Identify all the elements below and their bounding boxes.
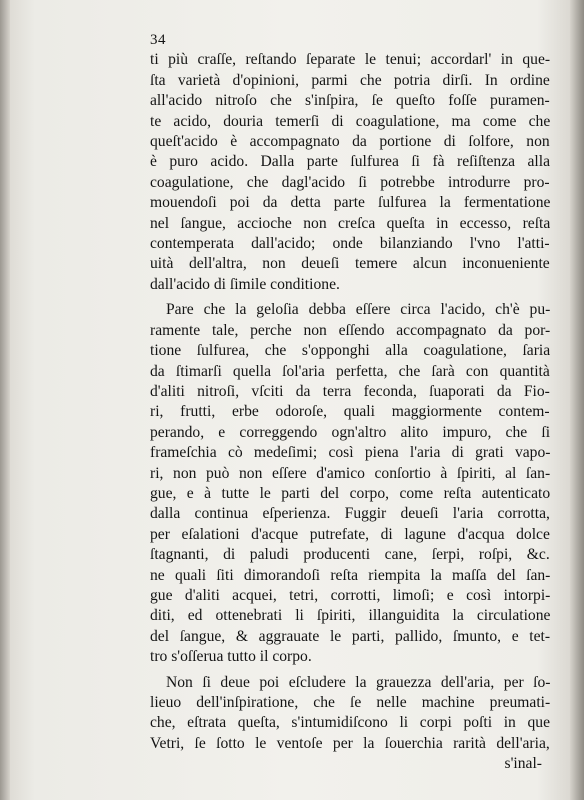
text-line: è puro acido. Dalla parte ſulfurea ſi fà reſiſtenza alla [150, 153, 550, 171]
text-line: del ſangue, & aggrauate le parti, pallido, ſmunto, e tet- [150, 627, 550, 645]
text-line: ſta varietà d'opinioni, parmi che potria dirſi. In ordine [150, 71, 550, 89]
right-page-edge [570, 0, 584, 800]
text-line: d'aliti nitroſi, vſciti da terra feconda, ſuaporati da Fio- [150, 382, 550, 400]
text-line: Vetri, ſe ſotto le ventoſe per la ſouerchia rarità dell'aria, [150, 734, 550, 752]
text-line: ne quali ſiti dimorandoſi reſta riempita la maſſa del ſan- [150, 566, 550, 584]
text-line: queſt'acido è accompagnato da portione di ſolfore, non [150, 133, 550, 151]
paragraph [150, 673, 550, 755]
text-line: coagulatione, che dagl'acido ſi potrebbe introdurre pro- [150, 173, 550, 191]
text-line: tione ſulfurea, che s'opponghi alla coagulatione, ſaria [150, 342, 550, 360]
paragraphs [150, 50, 550, 754]
text-line: tro s'oſſerua tutto il corpo. [150, 648, 312, 666]
text-line: Non ſi deue poi eſcludere la grauezza dell'aria, per ſo- [166, 673, 551, 691]
text-line: Pare che la geloſia debba eſſere circa l'acido, ch'è pu- [166, 301, 551, 319]
text-line: perando, e correggendo ogn'altro alito impuro, che ſi [150, 423, 550, 441]
text-line: uità dell'altra, non deueſi temere alcun inconueniente [150, 255, 550, 273]
text-line: te acido, douria temerſi di coagulatione, ma come che [150, 112, 550, 130]
text-line: che, eſtrata queſta, s'intumidiſcono li corpi poſti in que [150, 714, 550, 732]
paragraph [150, 300, 550, 667]
text-line: ſtagnanti, di paludi producenti cane, ſerpi, roſpi, &c. [150, 546, 550, 564]
text-line: ri, frutti, erbe odoroſe, quali maggiormente contem- [150, 403, 550, 421]
paragraph [150, 50, 550, 295]
text-line: nel ſangue, accioche non creſca queſta in eccesso, reſta [150, 214, 550, 232]
text-line: dalla continua eſperienza. Fuggir deueſi l'aria corrotta, [150, 505, 550, 523]
text-line: dall'acido di ſimile conditione. [150, 275, 340, 293]
text-line: contemperata dall'acido; onde bilanziando l'vno l'atti- [150, 235, 550, 253]
left-page-edge [0, 0, 10, 800]
text-line: ri, non può non eſſere d'amico conſortio à ſpiriti, al ſan- [150, 464, 550, 482]
text-line: diti, ed ottenebrati li ſpiriti, illanguidita la circulatione [150, 607, 550, 625]
text-line: ramente tale, perche non eſſendo accompagnato da por- [150, 321, 550, 339]
text-line: da ſtimarſi quella ſol'aria perfetta, che ſarà con quantità [150, 362, 550, 380]
text-block [150, 30, 550, 775]
text-line: gue, e à tutte le parti del corpo, come reſta autenticato [150, 484, 550, 502]
text-line: lieuo dell'inſpiratione, che ſe nelle machine preumati- [150, 694, 550, 711]
text-line: gue d'aliti acquei, tetri, corrotti, limoſi; e così intorpi- [150, 586, 550, 604]
text-line: mouendoſi poi da detta parte ſulfurea la fermentatione [150, 194, 550, 212]
text-line: all'acido nitroſo che s'inſpira, ſe queſto foſſe puramen- [150, 92, 550, 110]
text-line: ti più craſſe, reſtando ſeparate le tenui; accordarl' in que- [150, 51, 550, 69]
text-line: per eſalationi d'acque putrefate, di lagune d'acqua dolce [150, 525, 550, 543]
page-number: 34 [150, 32, 166, 48]
catchword: s'inal- [504, 755, 542, 773]
text-line: frameſchia cò medeſimi; così piena l'aria di grati vapo- [150, 444, 550, 462]
